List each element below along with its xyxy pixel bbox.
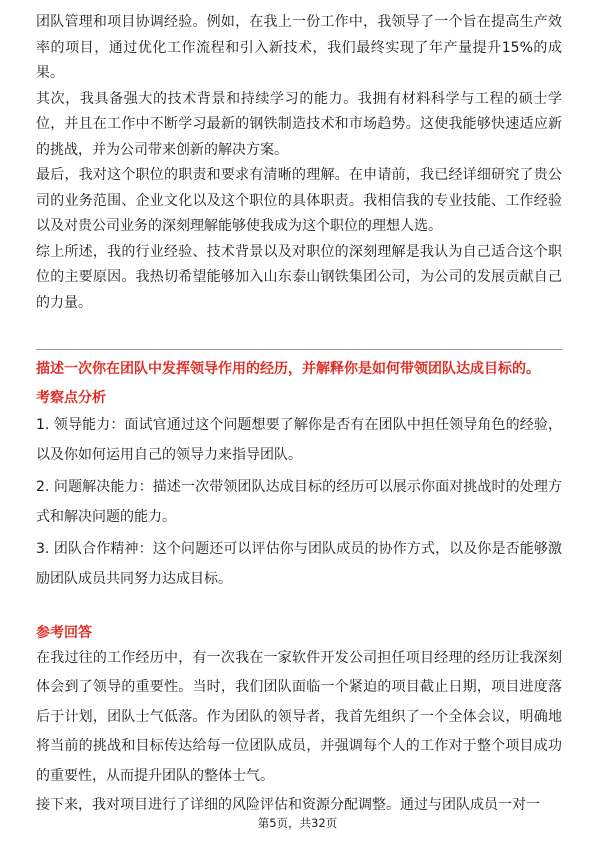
answer-paragraph: 在我过往的工作经历中，有一次我在一家软件开发公司担任项目经理的经历让我深刻体会到了领导的重要性。当时，我们团队面临一个紧迫的项目截止日期，项目进度落后于计划，团队士气低落。作为团队的领导者，我首先组织了一个全体会议，明确地将当前的挑战和目标传达给每一位团队成员，并强调每个人的工作对于整个项目成功的重要性，从而提升团队的整体士气。: [36, 650, 562, 784]
section-divider: [36, 349, 562, 350]
analysis-item: 2. 问题解决能力：描述一次带领团队达成目标的经历可以展示你面对挑战时的处理方式和解决问题的能力。: [36, 479, 562, 525]
intro-paragraph: 其次，我具备强大的技术背景和持续学习的能力。我拥有材料科学与工程的硕士学位，并且在工作中不断学习最新的钢铁制造技术和市场趋势。这使我能够快速适应新的挑战，并为公司带来创新的解决方案。: [36, 90, 562, 158]
analysis-item: 1. 领导能力：面试官通过这个问题想要了解你是否有在团队中担任领导角色的经验，以及你如何运用自己的领导力来指导团队。: [36, 417, 562, 463]
analysis-list: [36, 410, 562, 596]
page-number: 第5页，共32页: [257, 816, 338, 830]
answer-heading: 参考回答: [36, 625, 92, 641]
answer-section: [36, 644, 562, 820]
intro-paragraph: 综上所述，我的行业经验、技术背景以及对职位的深刻理解是我认为自己适合这个职位的主要原因。我热切希望能够加入山东泰山钢铁集团公司，为公司的发展贡献自己的力量。: [36, 243, 562, 311]
intro-paragraph: 团队管理和项目协调经验。例如，在我上一份工作中，我领导了一个旨在提高生产效率的项目，通过优化工作流程和引入新技术，我们最终实现了年产量提升15%的成果。: [36, 14, 562, 81]
intro-paragraph: 最后，我对这个职位的职责和要求有清晰的理解。在申请前，我已经详细研究了贵公司的业务范围、企业文化以及这个职位的具体职责。我相信我的专业技能、工作经验以及对贵公司业务的深刻理解能够使我成为这个职位的理想人选。: [36, 167, 562, 234]
analysis-heading: 考察点分析: [36, 390, 106, 406]
interview-question: 描述一次你在团队中发挥领导作用的经历，并解释你是如何带领团队达成目标的。: [36, 361, 540, 377]
analysis-item: 3. 团队合作精神：这个问题还可以评估你与团队成员的协作方式，以及你是否能够激励团队成员共同努力达成目标。: [36, 541, 562, 587]
intro-section: [36, 10, 562, 316]
answer-paragraph: 接下来，我对项目进行了详细的风险评估和资源分配调整。通过与团队成员一对一: [36, 797, 540, 814]
